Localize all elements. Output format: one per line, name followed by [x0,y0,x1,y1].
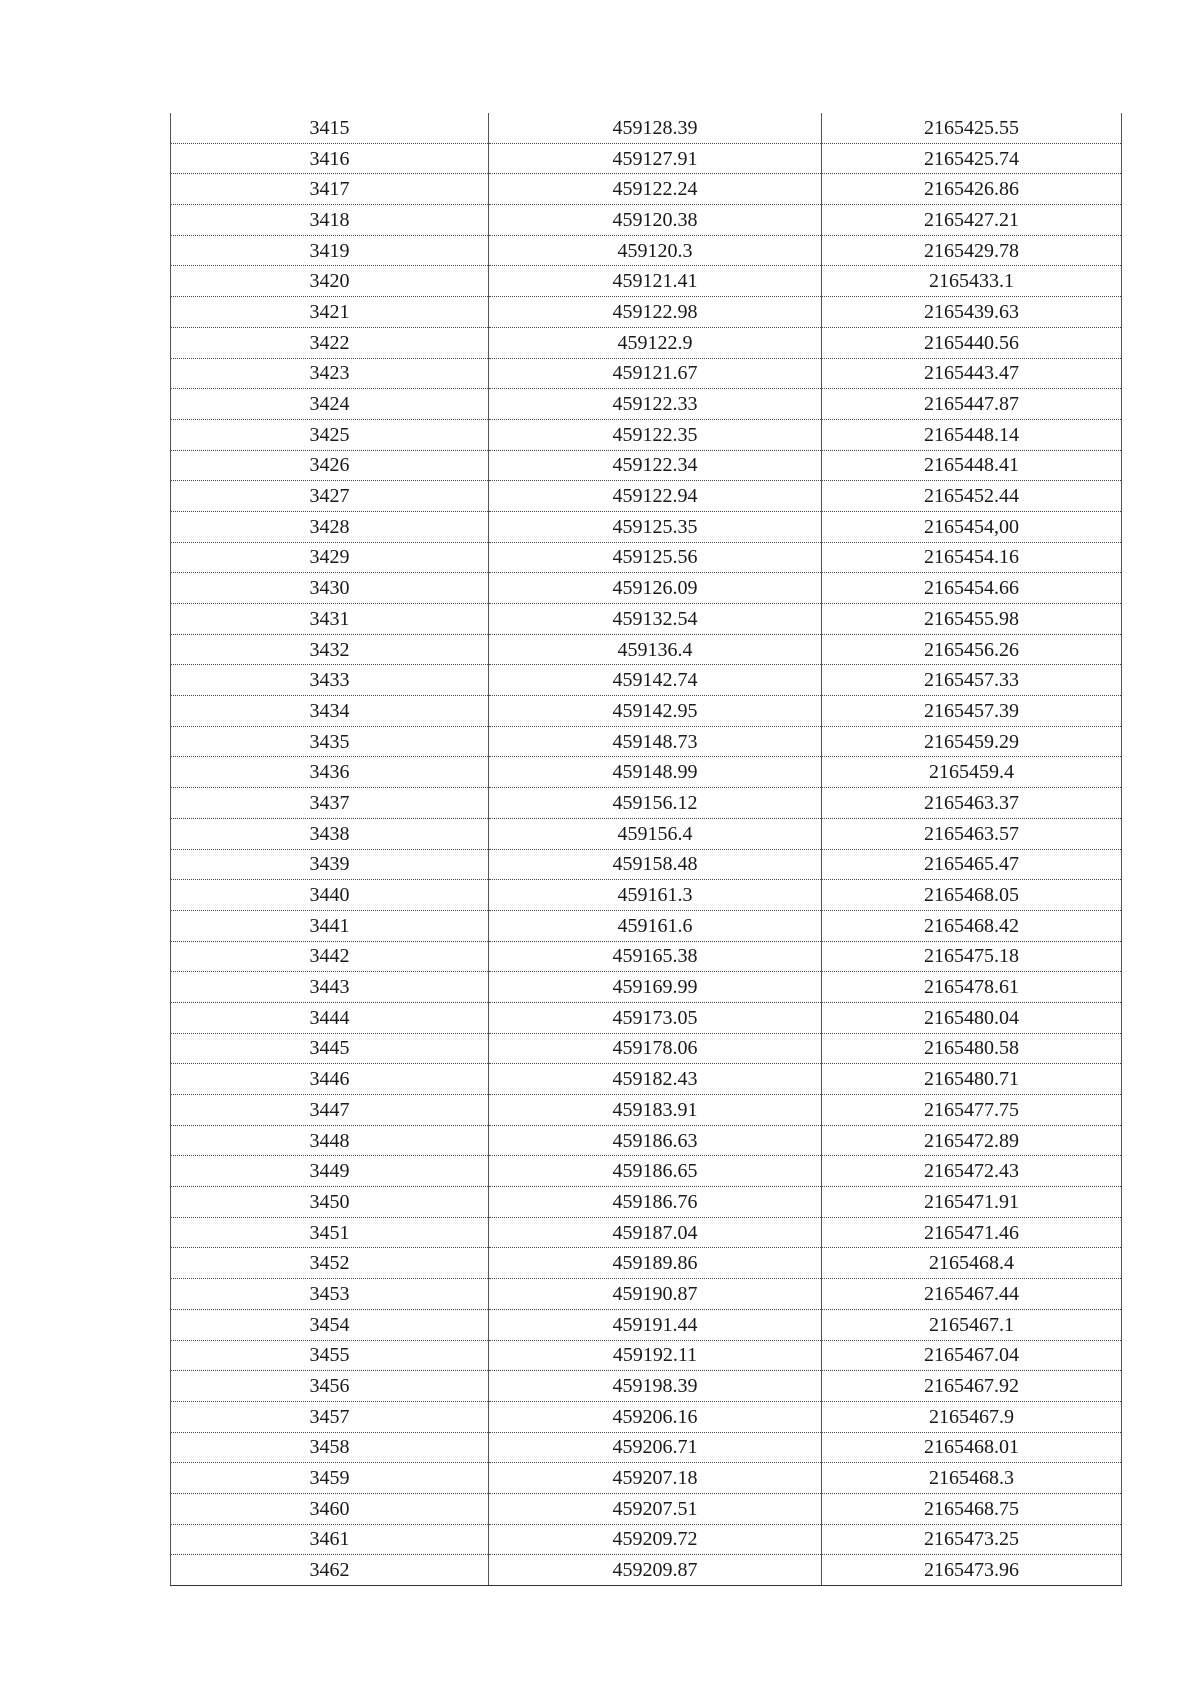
table-row [171,235,1122,266]
y-coordinate-cell: 2165433.1 [822,266,1122,297]
table-row [171,910,1122,941]
x-coordinate-cell: 459161.6 [489,910,822,941]
y-coordinate-cell: 2165463.37 [822,788,1122,819]
x-coordinate-cell: 459206.16 [489,1401,822,1432]
point-number-cell: 3446 [171,1064,489,1095]
y-coordinate-cell: 2165468.05 [822,880,1122,911]
y-coordinate-cell: 2165465.47 [822,849,1122,880]
point-number-cell: 3428 [171,511,489,542]
y-coordinate-cell: 2165440.56 [822,327,1122,358]
y-coordinate-cell: 2165425.55 [822,113,1122,143]
table-row [171,726,1122,757]
y-coordinate-cell: 2165454,00 [822,511,1122,542]
table-row [171,266,1122,297]
y-coordinate-cell: 2165454.66 [822,573,1122,604]
point-number-cell: 3457 [171,1401,489,1432]
x-coordinate-cell: 459122.98 [489,297,822,328]
y-coordinate-cell: 2165448.14 [822,419,1122,450]
table-row [171,542,1122,573]
x-coordinate-cell: 459122.24 [489,174,822,205]
table-row [171,696,1122,727]
point-number-cell: 3462 [171,1555,489,1586]
y-coordinate-cell: 2165455.98 [822,604,1122,635]
table-row [171,1432,1122,1463]
point-number-cell: 3442 [171,941,489,972]
point-number-cell: 3426 [171,450,489,481]
point-number-cell: 3438 [171,818,489,849]
table-row [171,941,1122,972]
y-coordinate-cell: 2165471.46 [822,1217,1122,1248]
x-coordinate-cell: 459186.76 [489,1187,822,1218]
x-coordinate-cell: 459142.95 [489,696,822,727]
x-coordinate-cell: 459158.48 [489,849,822,880]
point-number-cell: 3427 [171,481,489,512]
y-coordinate-cell: 2165459.4 [822,757,1122,788]
x-coordinate-cell: 459125.35 [489,511,822,542]
coordinates-table [170,113,1122,1586]
table-row [171,205,1122,236]
x-coordinate-cell: 459209.87 [489,1555,822,1586]
y-coordinate-cell: 2165467.04 [822,1340,1122,1371]
x-coordinate-cell: 459192.11 [489,1340,822,1371]
point-number-cell: 3416 [171,143,489,174]
x-coordinate-cell: 459186.63 [489,1125,822,1156]
y-coordinate-cell: 2165457.39 [822,696,1122,727]
y-coordinate-cell: 2165467.9 [822,1401,1122,1432]
y-coordinate-cell: 2165467.44 [822,1279,1122,1310]
y-coordinate-cell: 2165480.71 [822,1064,1122,1095]
y-coordinate-cell: 2165454.16 [822,542,1122,573]
x-coordinate-cell: 459121.41 [489,266,822,297]
point-number-cell: 3423 [171,358,489,389]
table-row [171,1493,1122,1524]
table-row [171,419,1122,450]
table-row [171,788,1122,819]
point-number-cell: 3455 [171,1340,489,1371]
y-coordinate-cell: 2165457.33 [822,665,1122,696]
point-number-cell: 3448 [171,1125,489,1156]
table-row [171,849,1122,880]
point-number-cell: 3440 [171,880,489,911]
x-coordinate-cell: 459122.9 [489,327,822,358]
point-number-cell: 3430 [171,573,489,604]
x-coordinate-cell: 459207.18 [489,1463,822,1494]
point-number-cell: 3453 [171,1279,489,1310]
point-number-cell: 3422 [171,327,489,358]
table-row [171,1401,1122,1432]
point-number-cell: 3437 [171,788,489,819]
point-number-cell: 3431 [171,604,489,635]
y-coordinate-cell: 2165472.89 [822,1125,1122,1156]
x-coordinate-cell: 459161.3 [489,880,822,911]
table-row [171,1156,1122,1187]
point-number-cell: 3429 [171,542,489,573]
y-coordinate-cell: 2165475.18 [822,941,1122,972]
point-number-cell: 3447 [171,1095,489,1126]
y-coordinate-cell: 2165427.21 [822,205,1122,236]
y-coordinate-cell: 2165429.78 [822,235,1122,266]
table-row [171,604,1122,635]
point-number-cell: 3439 [171,849,489,880]
y-coordinate-cell: 2165480.04 [822,1002,1122,1033]
y-coordinate-cell: 2165443.47 [822,358,1122,389]
x-coordinate-cell: 459132.54 [489,604,822,635]
x-coordinate-cell: 459182.43 [489,1064,822,1095]
x-coordinate-cell: 459128.39 [489,113,822,143]
x-coordinate-cell: 459148.73 [489,726,822,757]
table-row [171,174,1122,205]
table-row [171,665,1122,696]
table-row [171,1187,1122,1218]
x-coordinate-cell: 459190.87 [489,1279,822,1310]
x-coordinate-cell: 459178.06 [489,1033,822,1064]
x-coordinate-cell: 459125.56 [489,542,822,573]
table-row [171,1095,1122,1126]
table-row [171,481,1122,512]
x-coordinate-cell: 459136.4 [489,634,822,665]
table-row [171,1524,1122,1555]
table-row [171,1309,1122,1340]
point-number-cell: 3436 [171,757,489,788]
x-coordinate-cell: 459198.39 [489,1371,822,1402]
table-row [171,297,1122,328]
point-number-cell: 3456 [171,1371,489,1402]
coordinates-table-body [171,113,1122,1586]
x-coordinate-cell: 459120.3 [489,235,822,266]
table-row [171,634,1122,665]
point-number-cell: 3424 [171,389,489,420]
table-row [171,1217,1122,1248]
x-coordinate-cell: 459122.34 [489,450,822,481]
y-coordinate-cell: 2165452.44 [822,481,1122,512]
table-row [171,573,1122,604]
point-number-cell: 3458 [171,1432,489,1463]
point-number-cell: 3459 [171,1463,489,1494]
point-number-cell: 3445 [171,1033,489,1064]
table-row [171,1002,1122,1033]
table-row [171,1279,1122,1310]
x-coordinate-cell: 459173.05 [489,1002,822,1033]
x-coordinate-cell: 459127.91 [489,143,822,174]
y-coordinate-cell: 2165472.43 [822,1156,1122,1187]
point-number-cell: 3421 [171,297,489,328]
y-coordinate-cell: 2165463.57 [822,818,1122,849]
y-coordinate-cell: 2165439.63 [822,297,1122,328]
x-coordinate-cell: 459122.94 [489,481,822,512]
y-coordinate-cell: 2165448.41 [822,450,1122,481]
y-coordinate-cell: 2165480.58 [822,1033,1122,1064]
x-coordinate-cell: 459148.99 [489,757,822,788]
y-coordinate-cell: 2165468.4 [822,1248,1122,1279]
table-row [171,1125,1122,1156]
x-coordinate-cell: 459120.38 [489,205,822,236]
point-number-cell: 3460 [171,1493,489,1524]
table-row [171,1248,1122,1279]
x-coordinate-cell: 459165.38 [489,941,822,972]
x-coordinate-cell: 459126.09 [489,573,822,604]
y-coordinate-cell: 2165467.92 [822,1371,1122,1402]
point-number-cell: 3434 [171,696,489,727]
x-coordinate-cell: 459187.04 [489,1217,822,1248]
table-row [171,757,1122,788]
y-coordinate-cell: 2165426.86 [822,174,1122,205]
point-number-cell: 3441 [171,910,489,941]
x-coordinate-cell: 459191.44 [489,1309,822,1340]
point-number-cell: 3451 [171,1217,489,1248]
table-row [171,113,1122,143]
point-number-cell: 3454 [171,1309,489,1340]
y-coordinate-cell: 2165468.75 [822,1493,1122,1524]
x-coordinate-cell: 459121.67 [489,358,822,389]
y-coordinate-cell: 2165425.74 [822,143,1122,174]
point-number-cell: 3449 [171,1156,489,1187]
y-coordinate-cell: 2165467.1 [822,1309,1122,1340]
table-row [171,450,1122,481]
table-row [171,880,1122,911]
y-coordinate-cell: 2165459.29 [822,726,1122,757]
point-number-cell: 3432 [171,634,489,665]
x-coordinate-cell: 459122.33 [489,389,822,420]
y-coordinate-cell: 2165468.42 [822,910,1122,941]
point-number-cell: 3444 [171,1002,489,1033]
x-coordinate-cell: 459207.51 [489,1493,822,1524]
table-row [171,358,1122,389]
x-coordinate-cell: 459122.35 [489,419,822,450]
point-number-cell: 3420 [171,266,489,297]
table-row [171,1463,1122,1494]
point-number-cell: 3415 [171,113,489,143]
x-coordinate-cell: 459209.72 [489,1524,822,1555]
table-row [171,1340,1122,1371]
table-row [171,1371,1122,1402]
point-number-cell: 3435 [171,726,489,757]
x-coordinate-cell: 459156.12 [489,788,822,819]
y-coordinate-cell: 2165468.01 [822,1432,1122,1463]
x-coordinate-cell: 459189.86 [489,1248,822,1279]
table-row [171,327,1122,358]
point-number-cell: 3443 [171,972,489,1003]
table-row [171,818,1122,849]
x-coordinate-cell: 459183.91 [489,1095,822,1126]
point-number-cell: 3433 [171,665,489,696]
x-coordinate-cell: 459206.71 [489,1432,822,1463]
point-number-cell: 3452 [171,1248,489,1279]
table-row [171,972,1122,1003]
table-row [171,1033,1122,1064]
point-number-cell: 3418 [171,205,489,236]
y-coordinate-cell: 2165478.61 [822,972,1122,1003]
point-number-cell: 3425 [171,419,489,450]
table-row [171,389,1122,420]
y-coordinate-cell: 2165468.3 [822,1463,1122,1494]
y-coordinate-cell: 2165447.87 [822,389,1122,420]
x-coordinate-cell: 459156.4 [489,818,822,849]
y-coordinate-cell: 2165473.25 [822,1524,1122,1555]
x-coordinate-cell: 459186.65 [489,1156,822,1187]
point-number-cell: 3461 [171,1524,489,1555]
table-row [171,1064,1122,1095]
point-number-cell: 3417 [171,174,489,205]
y-coordinate-cell: 2165456.26 [822,634,1122,665]
point-number-cell: 3419 [171,235,489,266]
table-row [171,1555,1122,1586]
y-coordinate-cell: 2165477.75 [822,1095,1122,1126]
x-coordinate-cell: 459169.99 [489,972,822,1003]
point-number-cell: 3450 [171,1187,489,1218]
table-row [171,511,1122,542]
table-row [171,143,1122,174]
y-coordinate-cell: 2165471.91 [822,1187,1122,1218]
y-coordinate-cell: 2165473.96 [822,1555,1122,1586]
x-coordinate-cell: 459142.74 [489,665,822,696]
